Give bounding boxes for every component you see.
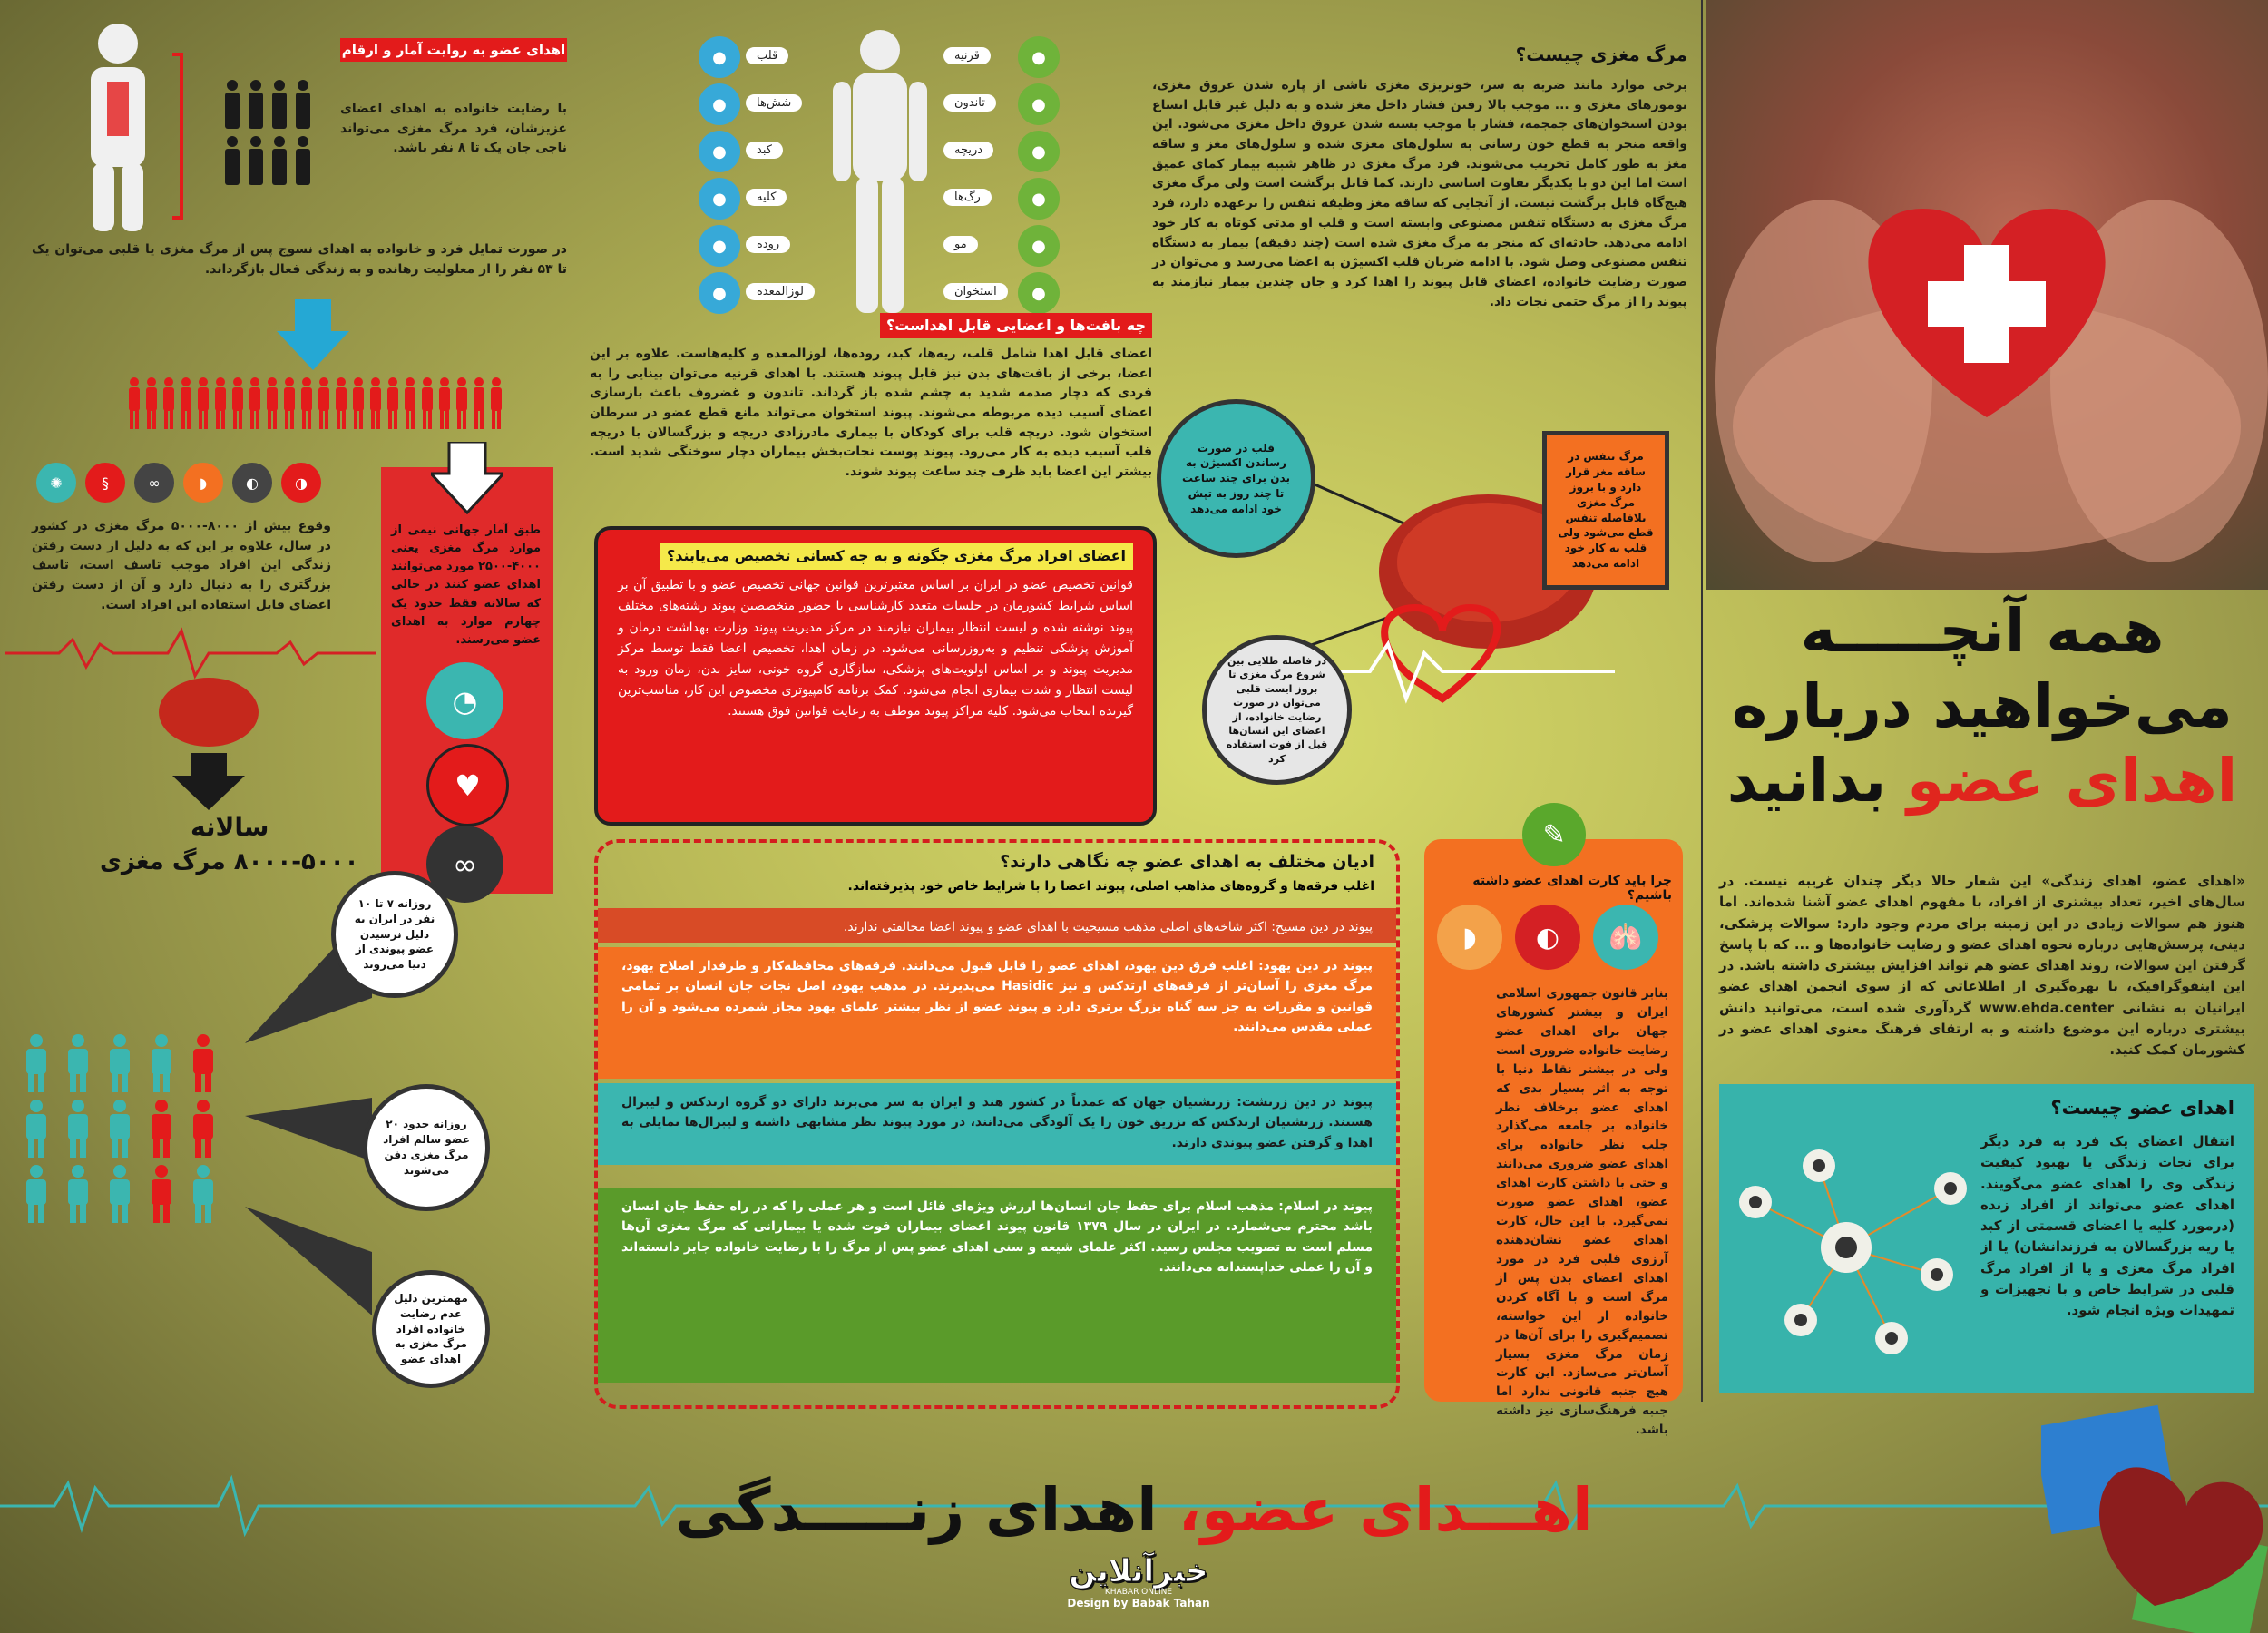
person-icon [148, 1034, 175, 1094]
person-icon [106, 1100, 133, 1159]
person-icon [23, 1034, 50, 1094]
arrow-down-icon [431, 442, 503, 514]
bubble-daily-deaths: روزانه ۷ تا ۱۰ نفر در ایران به دلیل نرسیدن عضو پیوندی از دنیا می‌روند [331, 871, 458, 998]
person-icon [386, 376, 400, 431]
organ-left-icon: ● [699, 131, 740, 172]
religions-box [594, 839, 1400, 1409]
person-icon [148, 1165, 175, 1225]
people-group-icon [218, 73, 318, 191]
band-islam: پیوند در اسلام: مذهب اسلام برای حفظ جان انسان‌ها ارزش ویژه‌ای قائل است و هر عملی را که در راه حفظ جان انسان باشد محترم می‌شمارد. در ایران در سال ۱۳۷۹ قانون پیوند اعضای بیماران فوت شده یا بیمارانی که مرگ مغزی آن‌ها مسلم است به تصویب مجلس رسید. اکثر علمای شیعه و سنی اهدای عضو پس از مرگ را با رضایت خانواده جایز دانسته‌اند و آن را عملی خداپسندانه می‌دانند. [598, 1188, 1396, 1383]
why-card-panel [1424, 818, 1683, 1438]
person-icon [161, 376, 176, 431]
organ-right-label: دریچه [943, 142, 993, 159]
organ-left-label: کلیه [746, 189, 787, 206]
person-icon [106, 1165, 133, 1225]
heart-icon: ♥ [426, 744, 509, 826]
person-icon [64, 1165, 92, 1225]
lungs-icon: ◑ [281, 463, 321, 503]
global-stats-panel [381, 467, 553, 894]
organ-icons-row [36, 463, 321, 503]
brain-death-heading: مرگ مغزی چیست؟ [1515, 44, 1687, 65]
people-grid [23, 1034, 240, 1234]
person-icon [127, 376, 142, 431]
organ-left-label: لوزالمعده [746, 283, 815, 300]
organ-left-label: روده [746, 236, 790, 253]
organ-left-label: کبد [746, 142, 783, 159]
brain-death-body: برخی موارد مانند ضربه به سر، خونریزی مغزی ناشی از پاره شدن عروق مغزی، تومورهای مغزی و ... موجب بالا رفتن فشار داخل مغز شده و به دلیل غیر قابل اتساع بودن استخوان‌های جمجمه، فشار با موجب بسته شدن عروق داخل مغزی می‌شود. این واقعه منجر به قطع خون رسانی به سلول‌های مغزی شده و سلول‌های مغز و ساقه مغز به طور کامل تخریب می‌شوند. فرد مرگ مغزی در ظاهر شبیه بیمار کمای عمیق است اما این دو با یکدیگر تفاوت اساسی دارند. کما قابل برگشت است ولی مرگ مغزی هیچ‌گاه قابل برگشت نیست. از آنجایی که ساقه مغز وظیفه تنفس را برعهده دارد، فرد مرگ مغزی به دستگاه تنفس مصنوعی وابسته است و قلب او مدتی کوتاه به کار خود ادامه می‌دهد. حادثه‌ای که منجر به مرگ مغزی شده است (چند دقیقه) بیمار به دستگاه تنفس مصنوعی وصل شود. با ادامه ضربان قلب اکسیژن به اعضا می‌رسد و می‌توان در صورت رضایت خانواده، اعضای قابل پیوند را اهدا کرد و جان چندین بیمار نیازمند به پیوند را از مرگ حتمی نجات داد. [1152, 78, 1687, 309]
global-stats-text: طبق آمار جهانی نیمی از موارد مرگ مغزی یعنی ۴۰۰۰-۲۵۰۰ مورد می‌توانند اهدای عضو کنند در حالی که سالانه فقط حدود یک چهارم موارد به اهدای عضو می‌رسند. [391, 523, 541, 647]
callout-golden-window: در فاصله طلایی بین شروع مرگ مغزی تا بروز ایست قلبی می‌توان در صورت رضایت خانواده، از اعضای این انسان‌ها قبل از فوت استفاده کرد [1202, 635, 1352, 785]
stomach-icon: ◐ [1515, 905, 1580, 970]
bubble-refusal: مهمترین دلیل عدم رضایت خانواده افراد مرگ مغزی به اهدای عضو [372, 1270, 490, 1388]
person-icon [368, 376, 383, 431]
person-icon [334, 376, 348, 431]
person-icon [190, 1165, 217, 1225]
organ-right-icon: ● [1018, 178, 1060, 220]
what-is-body: انتقال اعضای یک فرد به فرد دیگر برای نجات زندگی یا بهبود کیفیت زندگی وی را اهدای عضو می‌گویند. اهدای عضو می‌تواند از افراد زنده (درمورد کلیه یا اعضای قسمتی از کبد یا ریه بزرگسالان به فرزندانشان) یا از افراد مرگ مغزی و پا از افراد مرگ قلبی در شرایط خاص و با تجهیزات و تمهیدات ویژه انجام شود. [1980, 1133, 2234, 1318]
organ-right-icon: ● [1018, 36, 1060, 78]
organ-left-icon: ● [699, 36, 740, 78]
organ-right-icon: ● [1018, 272, 1060, 314]
band-zoroastrian: پیوند در دین زرتشت: زرتشتیان جهان که عمدتاً در کشور هند و ایران به سر می‌برند دارای دو گروه ارتدکس و لیبرال هستند. زرتشتیان ارتدکس که تزریق خون را یک آلودگی می‌دانند، در مورد پیوند نظر مشابهی داشته و لیبرال‌ها تمایلی به اهدا و گرفتن عضو پیوندی دارند. [598, 1083, 1396, 1165]
puzzle-heart-decoration [2041, 1397, 2268, 1633]
organ-left-icon: ● [699, 178, 740, 220]
person-icon [196, 376, 210, 431]
person-icon [299, 376, 314, 431]
organ-right-icon: ● [1018, 131, 1060, 172]
kidneys-icon: ∞ [134, 463, 174, 503]
person-icon [265, 376, 279, 431]
slogan-black: اهدای زنـــــدگی [675, 1475, 1158, 1545]
allocation-heading: اعضای افراد مرگ مغزی چگونه و به چه کسانی تخصیص می‌یابند؟ [660, 543, 1133, 570]
main-title [1715, 594, 2250, 819]
why-card-body: بنابر قانون جمهوری اسلامی ایران و بیشتر کشورهای جهان برای اهدای عضو رضایت خانواده ضروری است ولی در بیشتر نقاط دنیا با توجه به اثر بسیار بدی که اهدای عضو برخلاف نظر خانواده بر جامعه می‌گذارد جلب نظر خانواده برای اهدای عضو ضروری می‌دانند و حتی با داشتن کارت اهدای عضو، اهدای عضو صورت نمی‌گیرد. با این حال، کارت اهدای عضو نشان‌دهنده آرزوی قلبی فرد در مورد اهدای اعضای بدن پس از مرگ است و با آگاه کردن خانواده از این خواسته، تصمیم‌گیری را برای آن‌ها در زمان مرگ مغزی بسیار آسان‌تر می‌سازد. این کارت هیچ جنبه قانونی ندارد اما جنبه فرهنگ‌سازی نیز داشته باشد. [1496, 986, 1668, 1438]
ekg-line-left [5, 626, 376, 680]
organ-left-label: شش‌ها [746, 94, 802, 112]
title-red: اهدای عضو [1907, 746, 2238, 816]
person-icon [351, 376, 366, 431]
network-illustration [1728, 1139, 1982, 1374]
person-icon [230, 376, 245, 431]
organ-right-icon: ● [1018, 225, 1060, 267]
stats-heading: اهدای عضو به روایت آمار و ارقام [341, 42, 566, 58]
organ-right-label: استخوان [943, 283, 1008, 300]
allocation-body: قوانین تخصیص عضو در ایران بر اساس معتبرترین قوانین جهانی تخصیص عضو و با تطبیق آن بر اساس شرایط کشورمان در جلسات متعدد کارشناسی با حضور متخصصین پیوند رشته‌های مختلف پیوند نوشته شده و لیست انتظار بیماران نیازمند در مرکز مدیریت پیوند وزارت بهداشت درمان و آموزش پزشکی تنظیم و به‌روزرسانی می‌شود. در زمان اهدا، تخصیص اعضا فقط توسط مرکز مدیریت پیوند و بر اساس اولویت‌های پزشکی، سازگاری گروه خونی، سایز بدن، زمان ورود به لیست انتظار و شدت بیماری انجام می‌شود. کمک برنامه کامپیوتری مخصوص این کار، مناسب‌ترین گیرنده انتخاب می‌شود. کلیه مراکز پیوند موظف به رعایت قوانین فوق هستند. [618, 578, 1133, 719]
callout-heart-hours: قلب در صورت رساندن اکسیژن به بدن برای چند ساعت تا چند روز به تپش خود ادامه می‌دهد [1157, 399, 1315, 558]
organ-left-icon: ● [699, 272, 740, 314]
body-organs-figure [64, 18, 191, 236]
person-icon [213, 376, 228, 431]
why-card-icons [1437, 905, 1658, 970]
logo [1061, 1553, 1216, 1609]
hero-panel [1706, 0, 2268, 590]
person-icon [148, 1100, 175, 1159]
person-icon [144, 376, 159, 431]
donor-card-icon: ✎ [1522, 803, 1586, 866]
bubble-organs-buried: روزانه حدود ۲۰ عضو سالم افراد مرگ مغزی دفن می‌شوند [363, 1084, 490, 1211]
person-icon [64, 1034, 92, 1094]
religions-heading: ادیان مختلف به اهدای عضو چه نگاهی دارند؟ [1000, 852, 1374, 872]
person-icon [489, 376, 503, 431]
footer-slogan [544, 1474, 1724, 1546]
red-people-row [127, 376, 508, 440]
annual-value: ۸۰۰۰-۵۰۰۰ مرگ مغزی [100, 848, 359, 875]
brain-icon: ✺ [36, 463, 76, 503]
stats-tissue: در صورت تمایل فرد و خانواده به اهدای نسوج پس از مرگ مغزی یا قلبی می‌توان یک تا ۵۳ نفر را از معلولیت رهانده و به زندگی فعال بازگرداند. [32, 242, 567, 277]
person-icon [282, 376, 297, 431]
band-christian: پیوند در دین مسیح: اکثر شاخه‌های اصلی مذهب مسیحیت با اهدای عضو و پیوند اعضا مخالفتی ندارند. [598, 908, 1396, 943]
person-icon [317, 376, 331, 431]
religions-sub: اغلب فرقه‌ها و گروه‌های مذاهب اصلی، پیوند اعضا را با شرایط خاص خود پذیرفته‌اند. [847, 879, 1374, 894]
person-icon [190, 1034, 217, 1094]
heart-hands-illustration [1706, 0, 2268, 590]
stats-family: با رضایت خانواده به اهدای اعضای عزیزشان، فرد مرگ مغزی می‌تواند ناجی جان یک تا ۸ نفر باشد. [340, 102, 567, 156]
brain-icon [150, 676, 268, 812]
organ-right-label: رگ‌ها [943, 189, 992, 206]
band-jewish: پیوند در دین یهود: اغلب فرق دین یهود، اهدای عضو را قابل قبول می‌دانند. فرقه‌های محافظه‌کار و طرفدار اصلاح یهود، مرگ مغزی را آسان‌تر از فرقه‌های ارتدکس و نیز Hasidic می‌پذیرند. در مذهب یهود، اصل نجات جان انسان بر تمامی قوانین و مقررات به جز سه گناه بزرگ برتری دارد و پیوند عضو از نظر بیشتر علمای یهود مجاز شمرده می‌شود و آن را عملی مقدس می‌دانند. [598, 947, 1396, 1079]
organs-heading: چه بافت‌ها و اعضایی قابل اهداست؟ [886, 317, 1146, 334]
person-icon [455, 376, 469, 431]
what-is-panel [1719, 1084, 2254, 1393]
person-icon [472, 376, 486, 431]
organ-right-icon: ● [1018, 83, 1060, 125]
organs-body: اعضای قابل اهدا شامل قلب، ریه‌ها، کبد، روده‌ها، لوزالمعده و کلیه‌هاست. علاوه بر این اعضا، برخی از بافت‌های بدن نیز قابل پیوند هستند. با اهدای قرنیه می‌توان بینایی را به فردی که دچار صدمه شدید به چشم شده باز گرداند. تاندون و غضروف باعث بازسازی اعضای آسیب دیده مربوطه می‌شوند. پیوند استخوان می‌تواند مانع قطع عضو در سرطان استخوان شود. دریچه قلب برای کودکان با بیماری مادرزادی دریچه و بزرگسالان با دریچه قلب آسیب دیده به کار می‌رود. پیوند پوست نجات‌بخش بیماران دچار سوختگی شدید است. بیشتر این اعضا باید ظرف چند ساعت پیوند شوند. [590, 347, 1152, 480]
allocation-box [594, 526, 1157, 826]
why-card-heading: چرا باید کارت اهدای عضو داشته باشیم؟ [1472, 874, 1672, 903]
lungs-icon: 🫁 [1593, 905, 1658, 970]
person-icon [437, 376, 452, 431]
stats-brain: وقوع بیش از ۸۰۰۰-۵۰۰۰ مرگ مغزی در کشور در سال، علاوه بر این که به دلیل از دست رفتن زندگی این افراد موجب تاسف است، تاسف بزرگتری را به دنبال دارد و آن از دست رفتن اعضای قابل استفاده این افراد است. [32, 519, 331, 612]
title-black: بدانید [1726, 746, 1887, 816]
design-credit: Design by Babak Tahan [1067, 1597, 1210, 1609]
human-silhouette [826, 27, 934, 318]
person-icon [248, 376, 262, 431]
intestine-icon: § [85, 463, 125, 503]
what-is-heading: اهدای عضو چیست؟ [2050, 1097, 2234, 1119]
liver-icon: ◗ [183, 463, 223, 503]
slogan-red: اهـــدای عضو، [1178, 1475, 1593, 1545]
pancreas-icon: ◔ [426, 662, 503, 739]
person-icon [420, 376, 435, 431]
organ-right-label: مو [943, 236, 978, 253]
person-icon [23, 1165, 50, 1225]
stats-heading-box [340, 38, 567, 62]
title-line1: همه آنچـــــه [1800, 596, 2165, 666]
callout-breath-stop: مرگ تنفس در ساقه مغز قرار دارد و با بروز مرگ مغزی بلافاصله تنفس قطع می‌شود ولی قلب به کار خود ادامه می‌دهد [1542, 431, 1669, 590]
person-icon [64, 1100, 92, 1159]
logo-text: خبرآنلاین [1069, 1553, 1208, 1589]
organ-left-icon: ● [699, 225, 740, 267]
person-icon [179, 376, 193, 431]
intro-text: «اهدای عضو، اهدای زندگی» این شعار حالا دیگر چندان غریبه نیست. در سال‌های اخیر، تعداد بیشتری از افراد، با مفهوم اهدای عضو آشنا شده‌اند. اما هنوز هم سوالات زیادی در این زمینه برای مردم وجود دارد: سوالات پزشکی، دینی، پرسش‌هایی درباره نحوه اهدای عضو و رضایت خانواده‌ها و ... که با پاسخ گرفتن این سوالات، روند اهدای عضو هم تواند افزایش بیشتری داشته باشد. در این اینفوگرافیک، با بهره‌گیری از اطلاعاتی که از سوی انجمن اهدای عضو ایرانیان به نشانی www.ehda.center گردآوری شده است، می‌توانید دانش بیشتری درباره این موضوع داشته و به ارتقای فرهنگ معنوی اهدای عضو در کشورمان کمک کنید. [1719, 873, 2245, 1058]
body-diagram [699, 18, 1061, 318]
organ-left-icon: ● [699, 83, 740, 125]
organ-left-label: قلب [746, 47, 788, 64]
person-icon [190, 1100, 217, 1159]
title-line2: می‌خواهید درباره [1732, 670, 2233, 741]
arrow-down-icon [277, 299, 349, 372]
person-icon [106, 1034, 133, 1094]
person-icon [403, 376, 417, 431]
organs-heading-box [880, 313, 1152, 338]
stomach-icon: ◐ [232, 463, 272, 503]
organ-right-label: تاندون [943, 94, 996, 112]
organ-right-label: قرنیه [943, 47, 991, 64]
kidneys-icon: ∞ [426, 826, 503, 903]
annual-label: سالانه [191, 812, 269, 842]
person-icon [23, 1100, 50, 1159]
liver-icon: ◗ [1437, 905, 1502, 970]
logo-en: KHABAR ONLINE [1104, 1588, 1173, 1597]
